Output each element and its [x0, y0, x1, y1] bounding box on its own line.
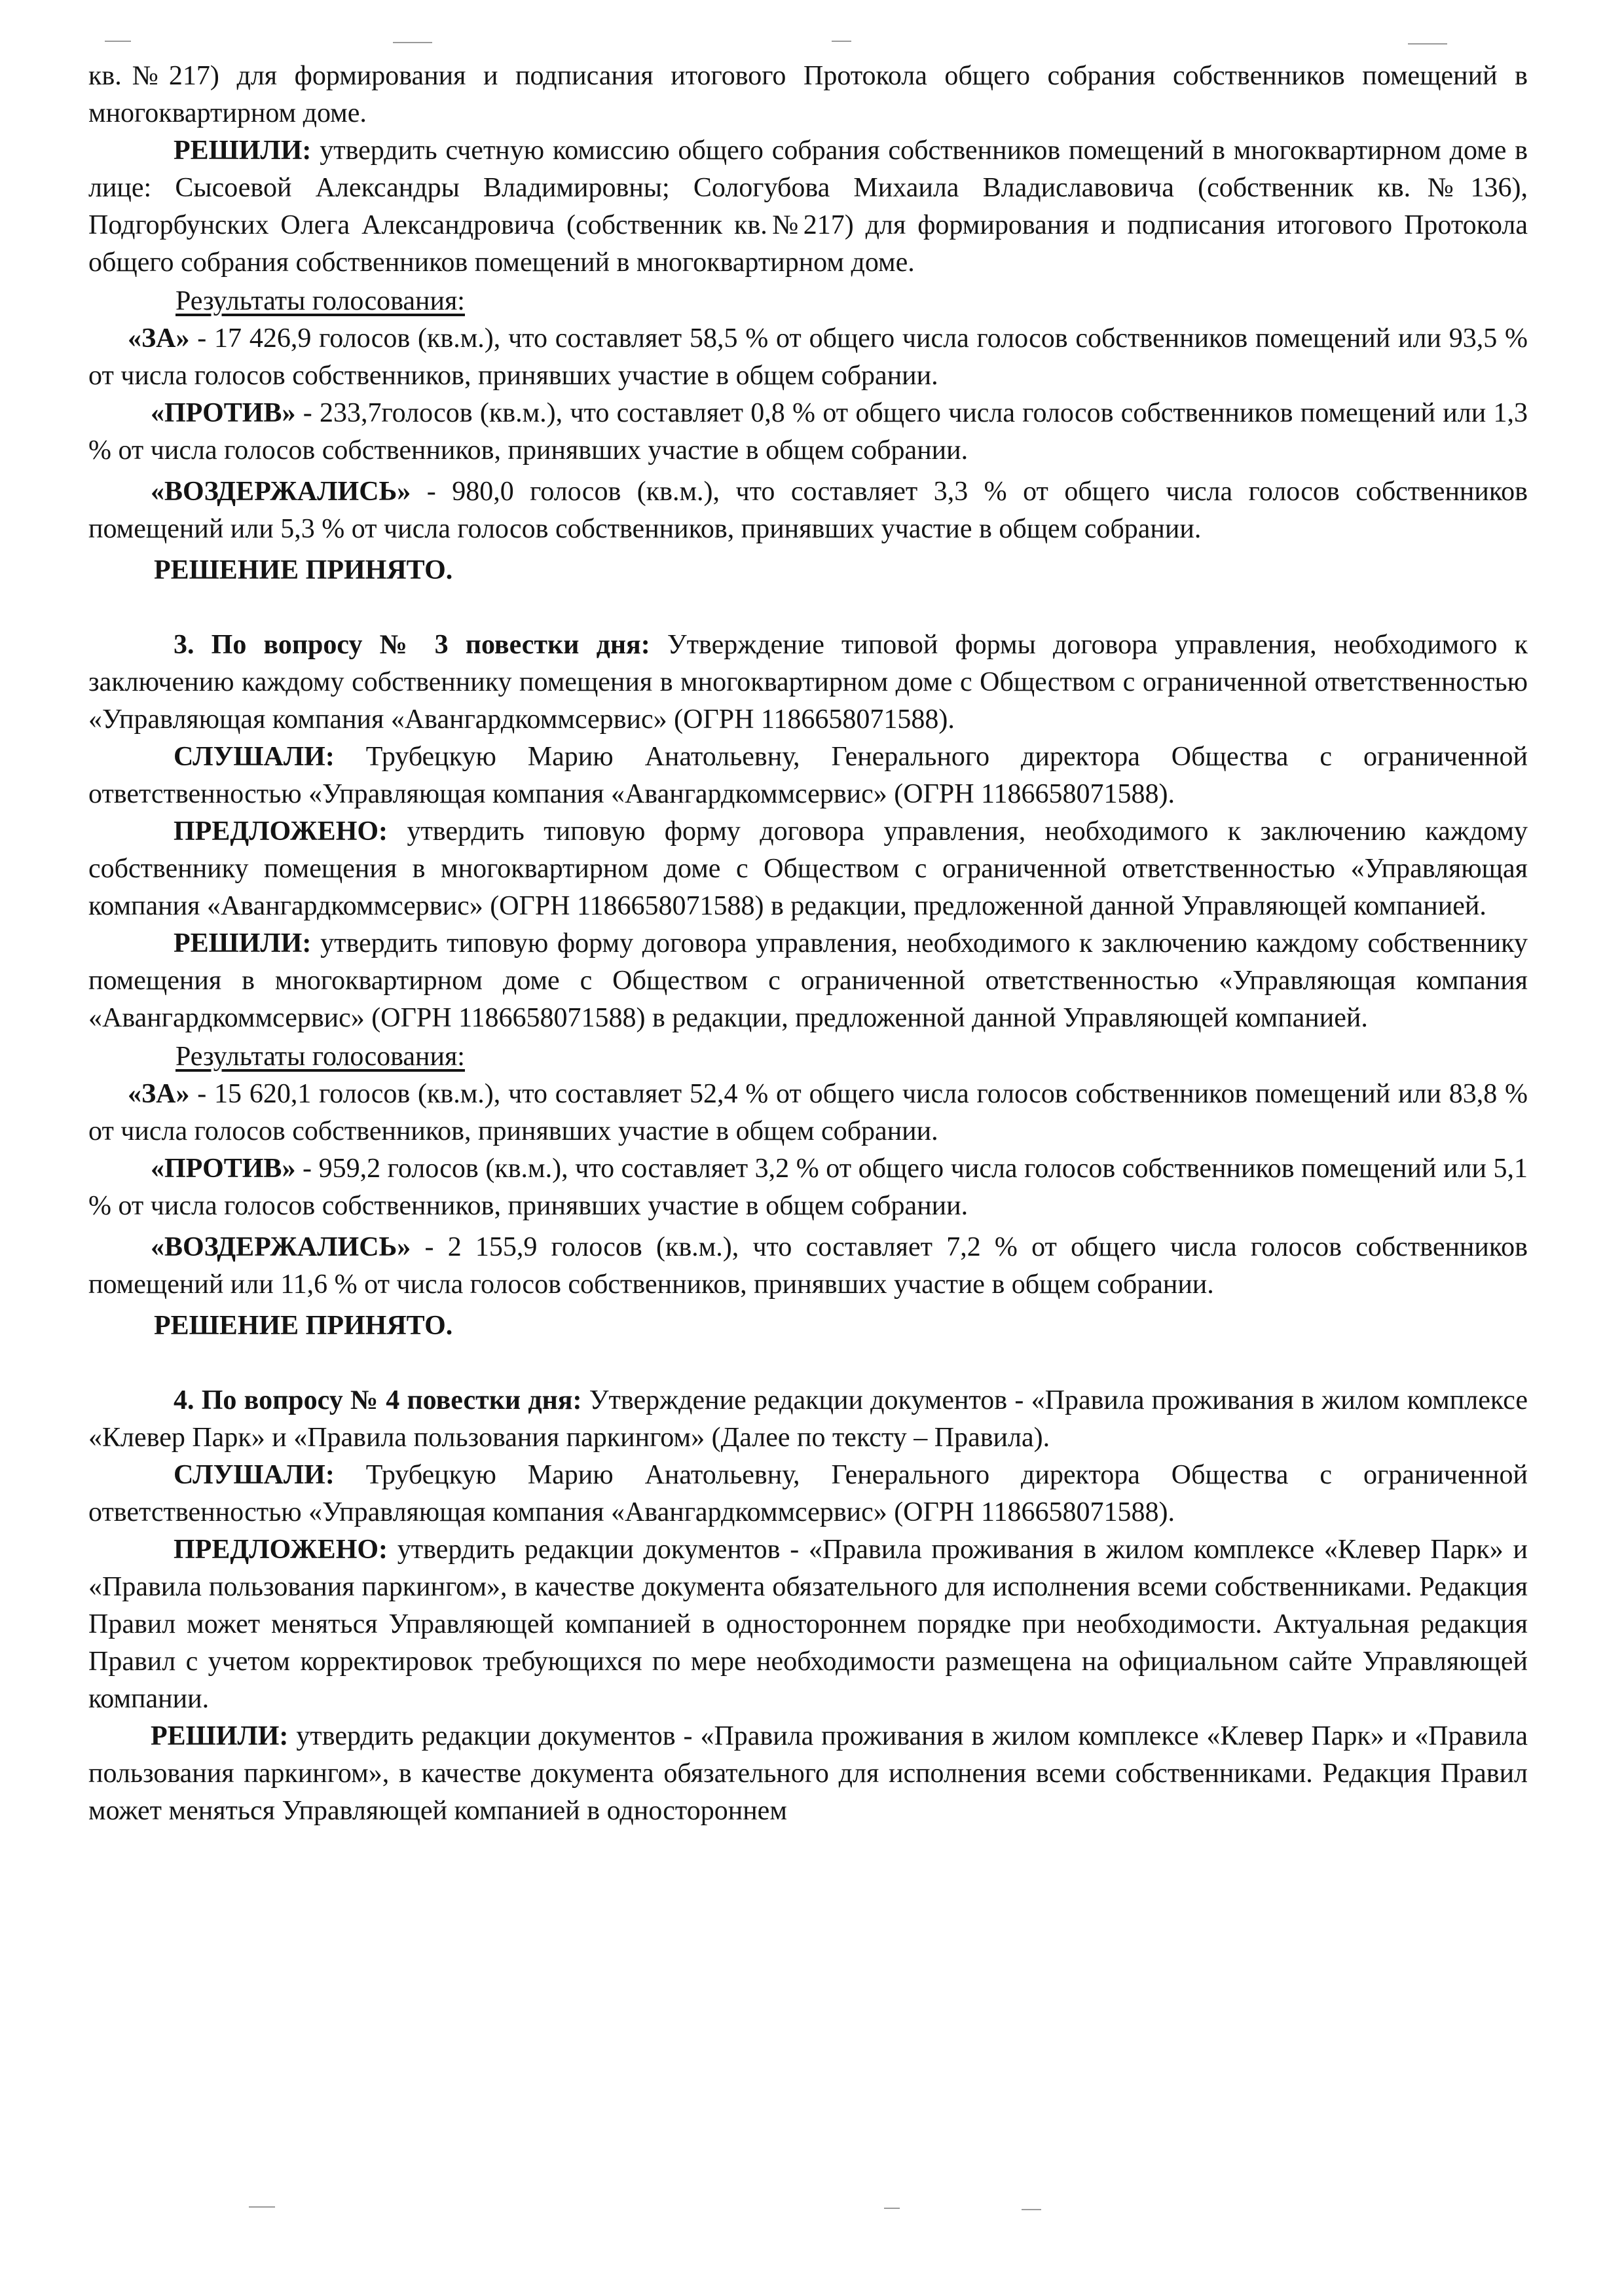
- proposed-label: ПРЕДЛОЖЕНО:: [174, 1535, 388, 1565]
- vote-for-text: - 15 620,1 голосов (кв.м.), что составляет 52,4 % от общего числа голосов собственников помещений или 83,8 % от числа голосов собственников, принявших участие в общем собрании.: [88, 1079, 1528, 1146]
- vote-for-label: «ЗА»: [128, 1079, 190, 1109]
- vote-abstain-text: - 2 155,9 голосов (кв.м.), что составляет 7,2 % от общего числа голосов собственников помещений или 11,6 % от числа голосов собственников, принявших участие в общем собрании.: [88, 1232, 1528, 1300]
- document-body: [88, 58, 1528, 1830]
- scan-mark: [249, 2206, 275, 2208]
- scan-mark: [393, 42, 432, 43]
- vote-for-text: - 17 426,9 голосов (кв.м.), что составляет 58,5 % от общего числа голосов собственников помещений или 93,5 % от числа голосов собственников, принявших участие в общем собрании.: [88, 323, 1528, 391]
- heard-label: СЛУШАЛИ:: [174, 742, 335, 772]
- scan-mark: [1408, 43, 1447, 45]
- vote-abstain-label: «ВОЗДЕРЖАЛИСЬ»: [151, 1232, 411, 1262]
- item2-vote-against: [88, 395, 1528, 469]
- item3-heading-text: Утверждение типовой формы договора управления, необходимого к заключению каждому собственнику помещения в многоквартирном доме с Обществом с ограниченной ответственностью «Управляющая компания «Авангардкоммсервис» (ОГРН 1186658071588).: [88, 630, 1528, 735]
- resolved-text: утвердить типовую форму договора управления, необходимого к заключению каждому собственнику помещения в многоквартирном доме с Обществом с ограниченной ответственностью «Управляющая компания «Авангардкоммсервис» (ОГРН 1186658071588) в редакции, предложенной данной Управляющей компанией.: [88, 928, 1528, 1033]
- heard-label: СЛУШАЛИ:: [174, 1460, 335, 1490]
- item4-resolved: [88, 1718, 1528, 1830]
- item3-heading-label: 3. По вопросу № 3 повестки дня:: [174, 630, 650, 660]
- scan-mark: [884, 2208, 900, 2209]
- scan-mark: [832, 41, 851, 42]
- item2-decision: РЕШЕНИЕ ПРИНЯТО.: [154, 555, 453, 585]
- item4-heading-text: Утверждение редакции документов - «Правила проживания в жилом комплексе «Клевер Парк» и «Правила пользования паркингом» (Далее по тексту – Правила).: [88, 1385, 1528, 1453]
- item3-results-title: Результаты голосования:: [175, 1042, 465, 1072]
- vote-against-text: - 959,2 голосов (кв.м.), что составляет 3,2 % от общего числа голосов собственников помещений или 5,1 % от числа голосов собственников, принявших участие в общем собрании.: [88, 1154, 1528, 1221]
- item3-heard: [88, 738, 1528, 813]
- item2-results-title: Результаты голосования:: [175, 286, 465, 316]
- item4-heading-label: 4. По вопросу № 4 повестки дня:: [174, 1385, 582, 1415]
- vote-against-label: «ПРОТИВ»: [151, 398, 296, 428]
- vote-abstain-text: - 980,0 голосов (кв.м.), что составляет 3,3 % от общего числа голосов собственников помещений или 5,3 % от числа голосов собственников, принявших участие в общем собрании.: [88, 477, 1528, 544]
- vote-for-label: «ЗА»: [128, 323, 190, 354]
- item3-heading: [88, 627, 1528, 738]
- item3-proposed: [88, 813, 1528, 925]
- item3-vote-abstain: [88, 1229, 1528, 1303]
- item2-continuation: кв.№217) для формирования и подписания итогового Протокола общего собрания собственников помещений в многоквартирном доме.: [88, 61, 1528, 128]
- item2-vote-for: [88, 320, 1528, 395]
- item4-proposed: [88, 1531, 1528, 1718]
- proposed-text: утвердить редакции документов - «Правила проживания в жилом комплексе «Клевер Парк» и «Правила пользования паркингом», в качестве документа обязательного для исполнения всеми собственниками. Редакция Правил может меняться Управляющей компанией в одностороннем порядке при необходимости. Актуальная редакция Правил с учетом корректировок требующихся по мере необходимости размещена на официальном сайте Управляющей компании.: [88, 1535, 1528, 1714]
- item2-resolved: [88, 132, 1528, 282]
- item3-vote-for: [88, 1076, 1528, 1150]
- item4-heading: [88, 1382, 1528, 1457]
- scan-mark: [1022, 2209, 1041, 2210]
- vote-against-text: - 233,7голосов (кв.м.), что составляет 0,8 % от общего числа голосов собственников помещений или 1,3 % от числа голосов собственников, принявших участие в общем собрании.: [88, 398, 1528, 465]
- item4-heard: [88, 1457, 1528, 1531]
- item2-vote-abstain: [88, 473, 1528, 548]
- resolved-text: утвердить редакции документов - «Правила проживания в жилом комплексе «Клевер Парк» и «Правила пользования паркингом», в качестве документа обязательного для исполнения всеми собственниками. Редакция Правил может меняться Управляющей компанией в одностороннем: [88, 1721, 1528, 1826]
- proposed-text: утвердить типовую форму договора управления, необходимого к заключению каждому собственнику помещения в многоквартирном доме с Обществом с ограниченной ответственностью «Управляющая компания «Авангардкоммсервис» (ОГРН 1186658071588) в редакции, предложенной данной Управляющей компанией.: [88, 816, 1528, 921]
- spacer: [88, 1345, 1528, 1382]
- heard-text: Трубецкую Марию Анатольевну, Генерального директора Общества с ограниченной ответственностью «Управляющая компания «Авангардкоммсервис» (ОГРН 1186658071588).: [88, 742, 1528, 809]
- item3-resolved: [88, 925, 1528, 1037]
- vote-against-label: «ПРОТИВ»: [151, 1154, 296, 1184]
- resolved-text: утвердить счетную комиссию общего собрания собственников помещений в многоквартирном доме в лице: Сысоевой Александры Владимировны; Сологубова Михаила Владиславовича (собственник кв.№136), Подгорбунских Олега Александровича (собственник кв.№217) для формирования и подписания итогового Протокола общего собрания собственников помещений в многоквартирном доме.: [88, 136, 1528, 278]
- proposed-label: ПРЕДЛОЖЕНО:: [174, 816, 388, 847]
- resolved-label: РЕШИЛИ:: [151, 1721, 289, 1751]
- resolved-label: РЕШИЛИ:: [174, 136, 312, 166]
- spacer: [88, 589, 1528, 627]
- vote-abstain-label: «ВОЗДЕРЖАЛИСЬ»: [151, 477, 411, 507]
- heard-text: Трубецкую Марию Анатольевну, Генерального директора Общества с ограниченной ответственностью «Управляющая компания «Авангардкоммсервис» (ОГРН 1186658071588).: [88, 1460, 1528, 1527]
- item3-vote-against: [88, 1150, 1528, 1225]
- resolved-label: РЕШИЛИ:: [174, 928, 312, 958]
- scan-mark: [105, 41, 131, 42]
- item3-decision: РЕШЕНИЕ ПРИНЯТО.: [154, 1311, 453, 1341]
